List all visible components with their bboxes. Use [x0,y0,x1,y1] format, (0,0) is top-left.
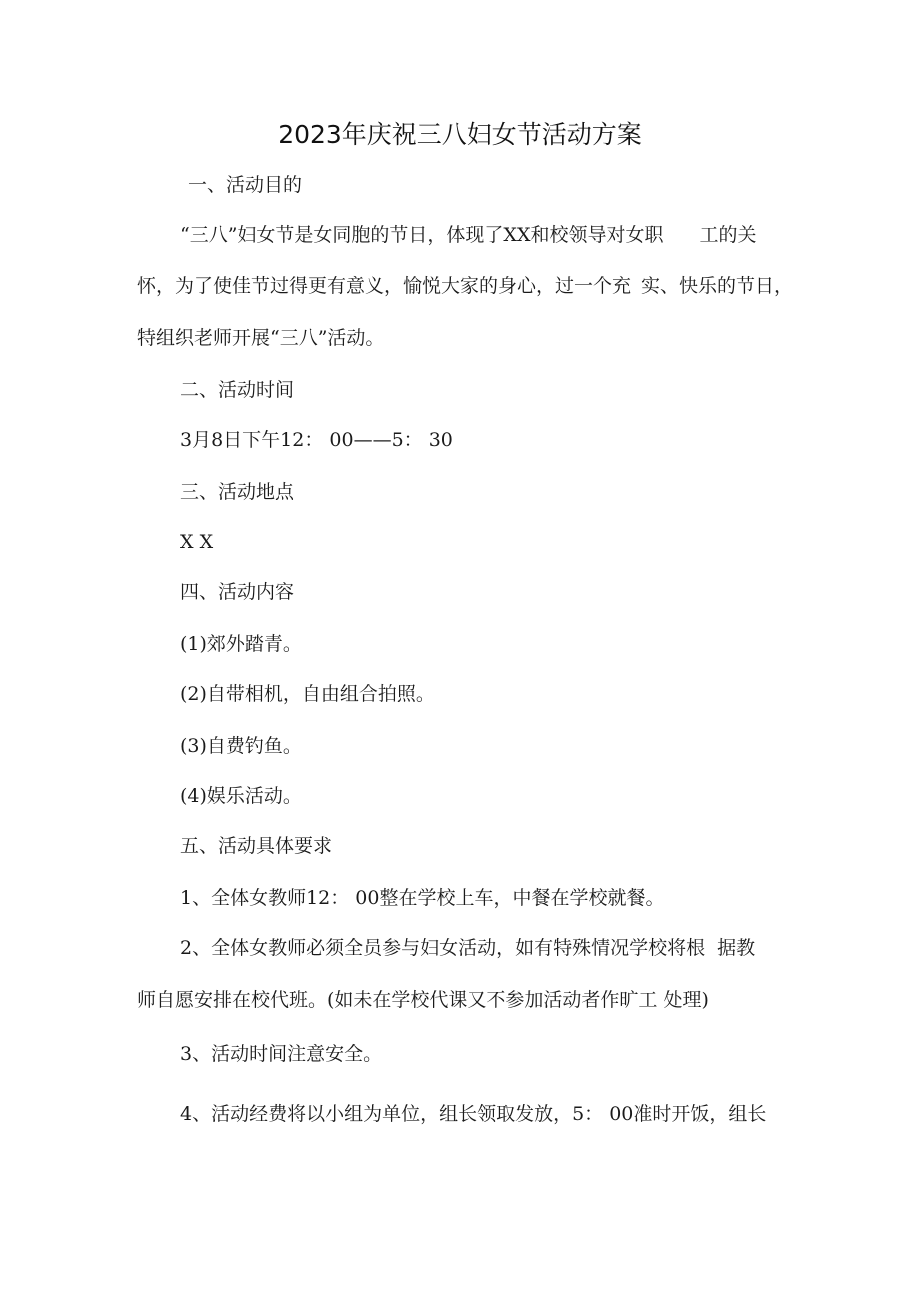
purpose-paragraph-line-3: 特组织老师开展“三八”活动。 [137,327,385,349]
requirement-2-line-1-part-a: 2、全体女教师必须全员参与妇女活动，如有特殊情况学校将根 [180,937,706,959]
activity-location-text: X X [180,531,214,553]
requirement-2-line-1-part-b: 据教 [717,937,756,959]
purpose-line-1-part-a: “三八”妇女节是女同胞的节日，体现了XX和校领导对女职 [180,224,664,246]
section-heading-purpose: 一、活动目的 [188,174,303,196]
requirement-1: 1、全体女教师12： 00整在学校上车，中餐在学校就餐。 [180,887,665,909]
document-title: 2023年庆祝三八妇女节活动方案 [278,120,642,149]
section-heading-time: 二、活动时间 [180,379,295,401]
section-heading-content: 四、活动内容 [180,581,295,603]
content-item-3: (3)自费钓鱼。 [180,735,302,757]
purpose-paragraph-line-2 [137,272,793,300]
purpose-line-2-part-b: 实、快乐的节日， [641,275,794,297]
requirement-3: 3、活动时间注意安全。 [180,1043,383,1065]
content-item-4: (4)娱乐活动。 [180,785,302,807]
section-heading-location: 三、活动地点 [180,481,295,503]
content-item-1: (1)郊外踏青。 [180,633,302,655]
section-heading-requirements: 五、活动具体要求 [180,835,333,857]
purpose-line-1-part-b: 工的关 [699,224,757,246]
activity-time-text: 3月8日下午12： 00——5： 30 [180,429,453,451]
requirement-4: 4、活动经费将以小组为单位，组长领取发放，5： 00准时开饭，组长 [180,1103,767,1125]
requirement-2-line-1 [180,934,755,962]
purpose-line-2-part-a: 怀，为了使佳节过得更有意义，愉悦大家的身心，过一个充 [137,275,632,297]
content-item-2: (2)自带相机，自由组合拍照。 [180,683,435,705]
purpose-paragraph-line-1 [180,221,757,249]
requirement-2-line-2: 师自愿安排在校代班。(如未在学校代课又不参加活动者作旷工 处理) [137,989,709,1011]
